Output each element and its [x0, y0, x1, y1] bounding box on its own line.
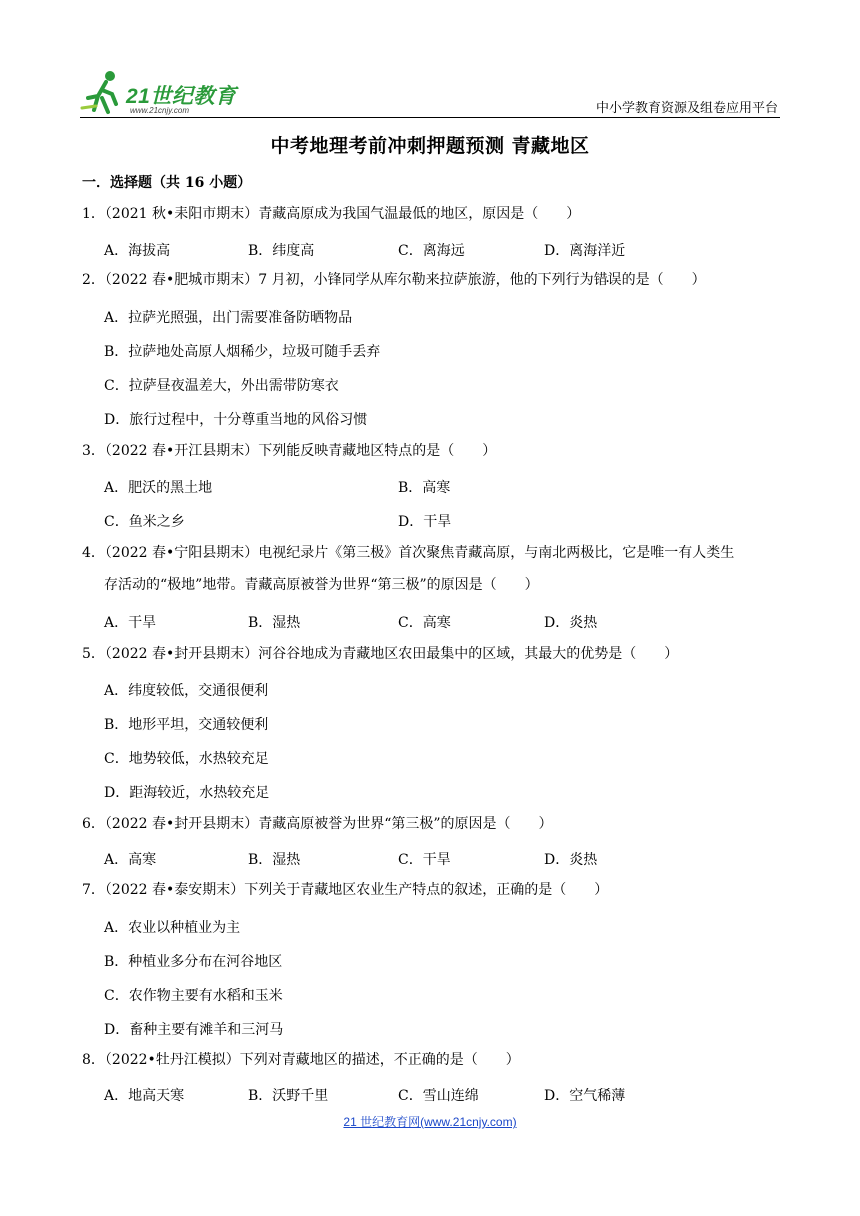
q1-option-a: A．海拔高 [104, 243, 171, 259]
footer-link[interactable]: 21 世纪教育网(www.21cnjy.com) [343, 1115, 517, 1129]
question-5-stem: 5．（2022 春•封开县期末）河谷谷地成为青藏地区农田最集中的区域，其最大的优势是（ ） [82, 646, 679, 662]
q4-stem-line2: 存活动的“极地”地带。青藏高原被誉为世界“第三极”的原因是（ ） [104, 577, 539, 593]
q7-option-a: A．农业以种植业为主 [104, 920, 241, 936]
site-logo[interactable] [80, 68, 250, 118]
q2-stem-end: 的是（ ） [621, 272, 706, 288]
q3-option-b: B．高寒 [398, 480, 451, 496]
q2-stem-part: 2．（2022 春•肥城市期末）7 月初，小锋同学从库尔勒来拉萨旅游，他的下列行为 [82, 272, 594, 288]
q4-option-a: A．干旱 [104, 615, 157, 631]
q4-stem-line1: 4．（2022 春•宁阳县期末）电视纪录片《第三极》首次聚焦青藏高原，与南北两极比，它是唯一有人类生 [82, 545, 735, 561]
runner-icon [80, 68, 128, 116]
q3-option-a: A．肥沃的黑土地 [104, 480, 213, 496]
q8-option-c: C．雪山连绵 [398, 1088, 479, 1104]
q7-option-b: B．种植业多分布在河谷地区 [104, 954, 283, 970]
question-8-stem: 8．（2022•牡丹江模拟）下列对青藏地区的描述，不正确的是（ ） [82, 1052, 520, 1068]
q2-option-c: C．拉萨昼夜温差大，外出需带防寒衣 [104, 378, 339, 394]
section-heading: 一．选择题（共 16 小题） [82, 175, 252, 191]
question-2-stem [82, 264, 782, 296]
q4-option-c: C．高寒 [398, 615, 451, 631]
header-divider [80, 117, 780, 118]
q4-option-b: B．湿热 [248, 615, 301, 631]
q6-option-a: A．高寒 [104, 852, 157, 868]
q1-option-d: D．离海洋近 [544, 243, 626, 259]
q2-emphasis: 错误 · [594, 272, 622, 288]
q1-option-b: B．纬度高 [248, 243, 315, 259]
q5-option-c: C．地势较低，水热较充足 [104, 751, 269, 767]
platform-name: 中小学教育资源及组卷应用平台 [595, 100, 778, 115]
page-title: 中考地理考前冲刺押题预测 青藏地区 [270, 135, 590, 157]
q2-option-a: A．拉萨光照强，出门需要准备防晒物品 [104, 310, 353, 326]
q3-option-c: C．鱼米之乡 [104, 514, 185, 530]
question-7-stem: 7．（2022 春•泰安期末）下列关于青藏地区农业生产特点的叙述，正确的是（ ） [82, 882, 609, 898]
logo-url: www.21cnjy.com [130, 106, 189, 115]
q2-option-b: B．拉萨地处高原人烟稀少，垃圾可随手丢弃 [104, 344, 381, 360]
q6-option-c: C．干旱 [398, 852, 451, 868]
q1-option-c: C．离海远 [398, 243, 465, 259]
q8-option-b: B．沃野千里 [248, 1088, 329, 1104]
q5-option-d: D．距海较近，水热较充足 [104, 785, 270, 801]
q2-option-d: D．旅行过程中，十分尊重当地的风俗习惯 [104, 412, 368, 428]
q5-option-b: B．地形平坦，交通较便利 [104, 717, 269, 733]
q6-option-b: B．湿热 [248, 852, 301, 868]
page-header [80, 60, 780, 120]
q7-option-d: D．畜种主要有滩羊和三河马 [104, 1022, 284, 1038]
question-3-stem: 3．（2022 春•开江县期末）下列能反映青藏地区特点的是（ ） [82, 443, 497, 459]
q7-option-c: C．农作物主要有水稻和玉米 [104, 988, 283, 1004]
question-4-stem [82, 537, 782, 601]
question-6-stem: 6．（2022 春•封开县期末）青藏高原被誉为世界“第三极”的原因是（ ） [82, 816, 553, 832]
q4-option-d: D．炎热 [544, 615, 598, 631]
q3-option-d: D．干旱 [398, 514, 452, 530]
logo-text: 21世纪教育 [126, 85, 237, 108]
q5-option-a: A．纬度较低，交通很便利 [104, 683, 269, 699]
page-footer [0, 1113, 860, 1130]
q8-option-d: D．空气稀薄 [544, 1088, 626, 1104]
q6-option-d: D．炎热 [544, 852, 598, 868]
q8-option-a: A．地高天寒 [104, 1088, 185, 1104]
question-1-stem: 1．（2021 秋•耒阳市期末）青藏高原成为我国气温最低的地区，原因是（ ） [82, 206, 581, 222]
